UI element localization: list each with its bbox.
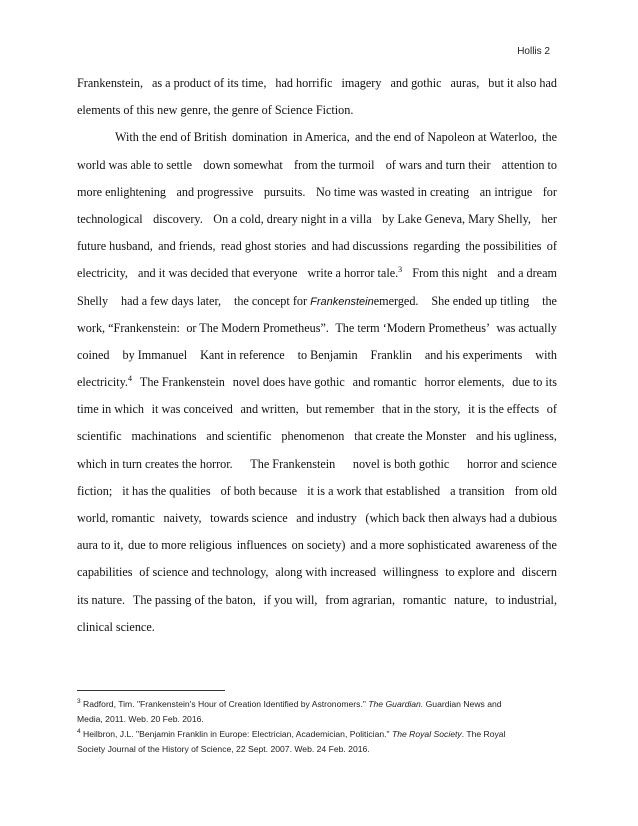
text-segment: as a product of its time, bbox=[151, 76, 267, 90]
text-segment: time in which bbox=[77, 402, 145, 417]
text-segment: was actually bbox=[496, 320, 557, 335]
text-segment: the bbox=[542, 130, 557, 145]
text-line bbox=[77, 587, 557, 614]
text-segment: down somewhat bbox=[203, 157, 283, 172]
text-segment: aura to it, bbox=[77, 538, 124, 553]
text-segment: work, “Frankenstein: bbox=[77, 320, 180, 335]
text-segment: capabilities bbox=[77, 565, 133, 580]
footnote-ref[interactable]: 3 bbox=[398, 265, 403, 275]
text-segment: the concept for bbox=[233, 293, 308, 308]
text-segment: and a dream bbox=[497, 266, 557, 281]
text-segment: of both because bbox=[220, 483, 298, 498]
publication-title: The Guardian. bbox=[368, 699, 424, 709]
text-segment: With the end of British bbox=[115, 130, 227, 145]
text-segment: willingness bbox=[382, 565, 439, 580]
text-segment: a transition bbox=[450, 483, 505, 498]
text-segment: awareness of the bbox=[475, 538, 557, 553]
text-segment: scientific bbox=[77, 429, 122, 444]
running-head: Hollis 2 bbox=[517, 46, 550, 57]
text-segment: from old bbox=[514, 483, 557, 498]
footnote-3-continued bbox=[77, 712, 567, 727]
text-segment: fiction; bbox=[77, 483, 113, 498]
text-segment: but it also had bbox=[488, 76, 557, 90]
text-segment: it was conceived bbox=[151, 402, 233, 417]
text-segment: clinical bbox=[77, 619, 113, 634]
text-segment: Frankenstein, bbox=[77, 76, 144, 90]
text-segment: world, romantic bbox=[77, 511, 155, 525]
footnote-text: Radford, Tim. "Frankenstein's Hour of Creation Identified by Astronomers." bbox=[83, 699, 366, 709]
text-segment: science. bbox=[115, 619, 155, 634]
text-segment: From this night bbox=[412, 266, 488, 281]
text-segment: coined bbox=[77, 347, 110, 362]
text-line bbox=[77, 451, 557, 478]
text-line bbox=[77, 206, 557, 233]
text-line bbox=[77, 233, 557, 260]
text-segment: influences bbox=[236, 538, 287, 553]
text-segment: horror and science bbox=[466, 456, 557, 471]
text-segment: with bbox=[535, 347, 557, 362]
text-segment: and friends, bbox=[158, 239, 216, 254]
text-segment: The term ‘Modern Prometheus’ bbox=[335, 320, 490, 335]
text-line bbox=[77, 478, 557, 505]
text-segment: Franklin bbox=[370, 347, 412, 362]
text-segment: imagery bbox=[341, 76, 382, 90]
text-segment: and industry bbox=[296, 511, 357, 525]
text-segment: but remember bbox=[306, 402, 375, 417]
text-segment: its nature. bbox=[77, 592, 126, 607]
text-line bbox=[77, 559, 557, 586]
text-segment: which in turn creates the horror. bbox=[77, 456, 233, 471]
text-segment: attention to bbox=[501, 157, 557, 172]
essay-body bbox=[77, 70, 557, 641]
book-title: Frankenstein bbox=[310, 295, 374, 308]
text-segment: technological bbox=[77, 211, 143, 226]
text-segment: had a few days later, bbox=[121, 293, 222, 308]
text-segment: (which back then always had a dubious bbox=[365, 511, 557, 525]
text-segment: future husband, bbox=[77, 239, 153, 254]
footnotes bbox=[77, 697, 567, 757]
text-segment: it is the effects bbox=[467, 402, 540, 417]
text-segment: the bbox=[542, 293, 557, 308]
text-line bbox=[77, 396, 557, 423]
text-segment: of this new genre, bbox=[123, 103, 211, 118]
text-line bbox=[77, 260, 557, 287]
text-segment: of Science Fiction. bbox=[261, 103, 354, 118]
text-segment: and written, bbox=[240, 402, 299, 417]
footnote-text: Heilbron, J.L. "Benjamin Franklin in Europe: Electrician, Academician, Politician." bbox=[83, 729, 390, 739]
footnote-ref[interactable]: 4 bbox=[127, 374, 132, 383]
text-line bbox=[77, 70, 557, 97]
text-segment: and progressive bbox=[176, 184, 254, 199]
footnote-4-continued bbox=[77, 742, 567, 757]
text-segment: read ghost stories bbox=[220, 239, 307, 254]
text-segment: it has the qualities bbox=[122, 483, 211, 498]
text-segment: on society) bbox=[291, 538, 346, 553]
text-line bbox=[77, 152, 557, 179]
text-segment: electricity. bbox=[77, 375, 128, 390]
text-segment: the genre bbox=[213, 103, 259, 118]
text-segment: along with increased bbox=[275, 565, 377, 580]
footnote-text: . The Royal bbox=[461, 729, 506, 739]
text-segment: romantic bbox=[402, 592, 447, 607]
text-segment: of bbox=[546, 402, 557, 417]
text-segment: if you will, bbox=[263, 592, 318, 607]
text-segment: auras, bbox=[450, 76, 480, 90]
text-segment: regarding bbox=[413, 239, 461, 254]
text-segment: horror elements, bbox=[424, 375, 505, 390]
text-segment: her bbox=[541, 211, 557, 226]
text-segment: pursuits. bbox=[263, 184, 306, 199]
text-segment: phenomenon bbox=[281, 429, 345, 444]
text-segment: the possibilities bbox=[465, 239, 542, 254]
text-segment: more enlightening bbox=[77, 184, 167, 199]
text-segment bbox=[307, 260, 402, 287]
text-segment: from the turmoil bbox=[293, 157, 375, 172]
text-segment: by Immanuel bbox=[122, 347, 188, 362]
text-line bbox=[77, 124, 557, 151]
text-segment: domination bbox=[232, 130, 288, 145]
footnote-3 bbox=[77, 697, 567, 712]
text-segment: to explore and bbox=[445, 565, 515, 580]
publication-title: The Royal Society bbox=[391, 729, 462, 739]
text-segment: Shelly bbox=[77, 293, 109, 308]
text-line bbox=[77, 505, 557, 532]
text-segment: by Lake Geneva, Mary Shelly, bbox=[382, 211, 531, 226]
text-segment: from agrarian, bbox=[325, 592, 396, 607]
text-segment: an intrigue bbox=[479, 184, 533, 199]
text-segment: due to its bbox=[512, 375, 557, 390]
text-segment: of bbox=[546, 239, 557, 254]
text-segment: Kant in reference bbox=[200, 347, 285, 362]
footnote-text: Guardian News and bbox=[425, 699, 502, 709]
text-line bbox=[77, 423, 557, 450]
text-segment: of science and technology, bbox=[139, 565, 269, 580]
text-segment: of wars and turn their bbox=[385, 157, 491, 172]
text-segment: and his experiments bbox=[424, 347, 523, 362]
text-line bbox=[77, 342, 557, 369]
text-segment: towards science bbox=[210, 511, 288, 525]
text-segment: and scientific bbox=[206, 429, 272, 444]
text-line bbox=[77, 369, 557, 396]
text-line bbox=[77, 315, 557, 342]
footnote-separator bbox=[77, 690, 225, 691]
text-segment: She ended up titling bbox=[431, 293, 530, 308]
text-segment: No time was wasted in creating bbox=[315, 184, 470, 199]
text-segment: and a more sophisticated bbox=[350, 538, 471, 553]
text-segment: emerged. bbox=[373, 293, 419, 308]
footnote-number: 3 bbox=[77, 698, 81, 706]
text-line bbox=[77, 614, 557, 641]
text-segment: machinations bbox=[131, 429, 197, 444]
text-line bbox=[77, 97, 557, 124]
text-segment: that in the story, bbox=[381, 402, 461, 417]
text-segment: had horrific bbox=[275, 76, 333, 90]
footnote-number: 4 bbox=[77, 728, 81, 736]
text-line bbox=[77, 532, 557, 559]
text-segment: to Benjamin bbox=[297, 347, 358, 362]
text-segment bbox=[77, 369, 132, 396]
text-segment: discovery. bbox=[153, 211, 203, 226]
text-segment: and his ugliness, bbox=[476, 429, 557, 444]
footnote-text: Media, 2011. Web. 20 Feb. 2016. bbox=[77, 714, 204, 724]
text-segment: novel does have gothic bbox=[232, 375, 345, 390]
text-line bbox=[77, 288, 557, 315]
text-segment: write a horror tale. bbox=[307, 266, 399, 281]
text-segment: world was able to settle bbox=[77, 157, 193, 172]
text-segment: for bbox=[542, 184, 557, 199]
text-segment: electricity, bbox=[77, 266, 128, 281]
text-segment: and gothic bbox=[390, 76, 442, 90]
text-segment: that create the Monster bbox=[354, 429, 467, 444]
text-segment: On a cold, dreary night in a villa bbox=[213, 211, 372, 226]
text-segment: to industrial, bbox=[495, 592, 557, 607]
text-segment: and romantic bbox=[352, 375, 417, 390]
text-segment: and had discussions bbox=[311, 239, 409, 254]
text-segment: naivety, bbox=[163, 511, 202, 525]
text-segment bbox=[234, 288, 419, 315]
text-segment: or The Modern Prometheus”. bbox=[186, 320, 329, 335]
text-segment: The Frankenstein bbox=[250, 456, 336, 471]
text-segment: discern bbox=[521, 565, 557, 580]
text-segment: The Frankenstein bbox=[139, 375, 225, 390]
text-segment: in America, bbox=[292, 130, 350, 145]
text-segment: and it was decided that everyone bbox=[138, 266, 298, 281]
text-segment: novel is both gothic bbox=[352, 456, 450, 471]
text-segment: elements bbox=[77, 103, 121, 118]
text-segment: nature, bbox=[454, 592, 488, 607]
footnote-4 bbox=[77, 727, 567, 742]
text-segment: and the end of Napoleon at Waterloo, bbox=[354, 130, 537, 145]
text-segment: The passing of the baton, bbox=[132, 592, 256, 607]
text-segment: due to more religious bbox=[128, 538, 233, 553]
text-segment: it is a work that established bbox=[307, 483, 441, 498]
footnote-text: Society Journal of the History of Science, 22 Sept. 2007. Web. 24 Feb. 2016. bbox=[77, 744, 370, 754]
text-line bbox=[77, 179, 557, 206]
